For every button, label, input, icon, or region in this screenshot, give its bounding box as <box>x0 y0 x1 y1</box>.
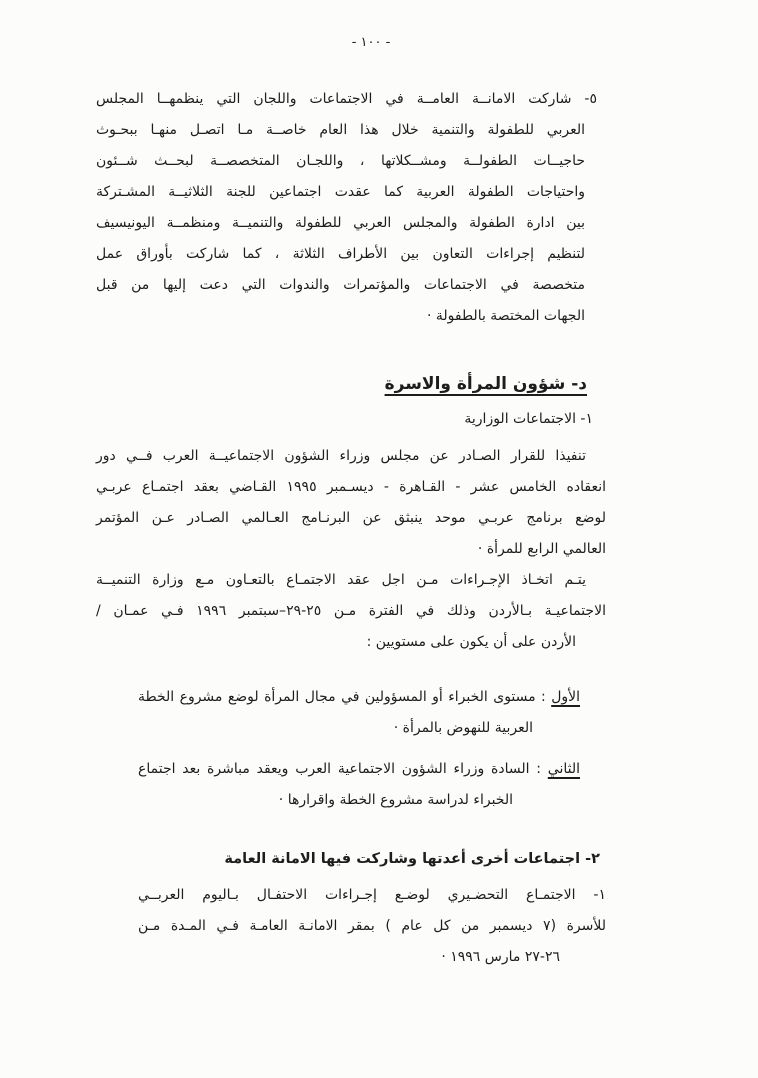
text-line: واحتياجات الطفولة العربية كما عقدت اجتماعين للجنة الثلاثيــة المشـتركة <box>96 184 585 200</box>
section-heading-text: د- شؤون المرأة والاسرة <box>384 374 587 394</box>
text-line: الاجتماعيـة بـالأردن وذلك في الفترة مـن ٢٥-٢٩–سبتمبر ١٩٩٦ فـي عمـان / <box>96 603 606 619</box>
text-line <box>138 754 580 785</box>
level-second-label: الثاني <box>547 761 580 777</box>
text-line: تنفيذا للقرار الصـادر عن مجلس وزراء الشؤون الاجتماعيــة العرب فــي دور <box>96 448 586 464</box>
paragraph-preparatory-meeting <box>138 880 606 973</box>
text-line: الأردن على أن يكون على مستويين : <box>366 634 576 650</box>
level-second-text: : السادة وزراء الشؤون الاجتماعية العرب ويعقد مباشرة بعد اجتماع <box>138 761 548 777</box>
text-line: بين ادارة الطفولة والمجلس العربي للطفولة والتنميــة ومنظمــة اليونيسيف <box>96 215 585 231</box>
text-line: ٢٦-٢٧ مارس ١٩٩٦ · <box>441 949 560 965</box>
text-line <box>138 682 580 713</box>
list-item-level-first <box>138 682 580 744</box>
text-line: لوضع برنامج عربـي موحد ينبثق عن البرنـامج العـالمي الصـادر عـن المؤتمر <box>96 510 606 526</box>
text-line: الخبراء لدراسة مشروع الخطة واقرارها · <box>278 792 513 808</box>
text-line: انعقاده الخامس عشر - القـاهرة - ديسـمبر ١٩٩٥ القـاضي بعقد اجتمـاع عربـي <box>96 479 606 495</box>
paragraph-item-5 <box>96 84 597 332</box>
text-line: ١- الاجتمـاع التحضـيري لوضـع إجـراءات الاحتفـال بـاليوم العربــي <box>138 887 606 903</box>
text-line: يتـم اتخـاذ الإجـراءات مـن اجل عقد الاجتمـاع بالتعـاون مـع وزارة التنميــة <box>96 572 586 588</box>
level-first-text: : مستوى الخبراء أو المسؤولين في مجال المرأة لوضع مشروع الخطة <box>138 689 552 705</box>
level-first-label: الأول <box>551 689 580 705</box>
paragraph-ministerial-resolution <box>96 441 606 565</box>
text-line: للأسرة (٧ ديسمبر من كل عام ) بمقر الامانـة العامـة فـي المـدة مـن <box>138 918 606 934</box>
text-line: العربية للنهوض بالمرأة · <box>393 720 533 736</box>
text-line: لتنظيم إجراءات التعاون بين الأطراف الثلاثة ، كما شاركت بأوراق عمل <box>96 246 585 262</box>
text-line: حاجيــات الطفولــة ومشــكلاتها ، واللجـان المتخصصــة لبحــث شــئون <box>96 153 585 169</box>
text-line: العالمي الرابع للمرأة · <box>477 541 606 557</box>
text-line: العربي للطفولة والتنمية خلال هذا العام خاصــة مـا اتصـل منهـا ببحـوث <box>96 122 585 138</box>
list-item-level-second <box>138 754 580 816</box>
paragraph-meeting-procedures <box>96 565 606 658</box>
text-line: الجهات المختصة بالطفولة · <box>426 308 585 324</box>
text-line: متخصصة في الاجتماعات والمؤتمرات والندوات التي دعت إليها من قبل <box>96 277 585 293</box>
section-heading-women-and-family-affairs <box>96 368 587 400</box>
subsection-heading-ministerial-meetings: ١- الاجتماعات الوزارية <box>464 411 593 427</box>
subsection-heading-other-meetings: ٢- اجتماعات أخرى أعدتها وشاركت فيها الامانة العامة <box>224 851 600 867</box>
page-number: - ١٠٠ - <box>351 35 391 50</box>
text-line: ٥- شاركت الامانــة العامــة في الاجتماعات واللجان التي ينظمهــا المجلس <box>96 91 597 107</box>
